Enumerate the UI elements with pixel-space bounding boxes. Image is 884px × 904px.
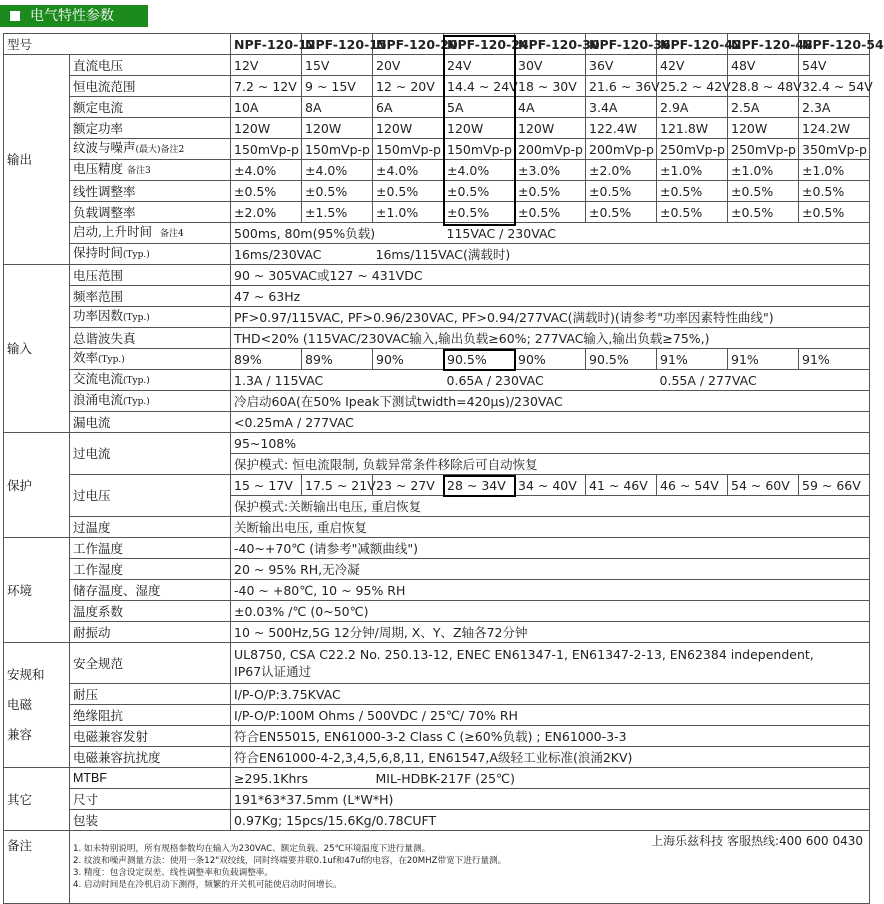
value-cell: 0.55A / 277VAC <box>657 370 870 391</box>
param-name: 储存温度、湿度 <box>70 580 231 601</box>
value-cell: ±0.5% <box>515 202 586 223</box>
category-protection: 保护 <box>4 433 70 538</box>
value-cell: 10A <box>231 97 302 118</box>
param-name: 过电压 <box>70 475 231 517</box>
value-cell: 90 ~ 305VAC或127 ~ 431VDC <box>231 265 870 286</box>
value-cell: 20V <box>373 55 444 76</box>
notes-cell <box>70 831 870 904</box>
model-name: NPF-120-36 <box>586 34 657 55</box>
param-name: 耐振动 <box>70 622 231 643</box>
value-cell: ±0.5% <box>231 181 302 202</box>
value-cell: 1.3A / 115VAC <box>231 370 444 391</box>
value-cell: 0.97Kg; 15pcs/15.6Kg/0.78CUFT <box>231 810 870 831</box>
value-cell: 121.8W <box>657 118 728 139</box>
model-name: NPF-120-30 <box>515 34 586 55</box>
value-cell: 46 ~ 54V <box>657 475 728 496</box>
param-note: 备注4 <box>159 229 184 239</box>
value-cell: 122.4W <box>586 118 657 139</box>
value-cell: 41 ~ 46V <box>586 475 657 496</box>
param-name <box>70 244 231 265</box>
param-label: 电压精度 <box>73 161 124 176</box>
param-name: 安全规范 <box>70 643 231 684</box>
value-cell: 4A <box>515 97 586 118</box>
value-cell: 24V <box>444 55 515 76</box>
output-section <box>4 55 873 265</box>
value-cell: MIL-HDBK-217F (25℃) <box>373 768 870 789</box>
value-cell: I/P-O/P:3.75KVAC <box>231 684 870 705</box>
param-note: (Typ.) <box>123 250 150 260</box>
value-cell: ±0.5% <box>799 181 870 202</box>
value-cell: 8A <box>302 97 373 118</box>
param-name <box>70 391 231 412</box>
spec-table <box>3 33 884 904</box>
value-cell: 冷启动60A(在50% Ipeak下测试twidth=420µs)/230VAC <box>231 391 870 412</box>
param-name: 耐压 <box>70 684 231 705</box>
model-name: NPF-120-12 <box>231 34 302 55</box>
value-cell: 120W <box>302 118 373 139</box>
category-other: 其它 <box>4 768 70 831</box>
protection-section <box>4 433 870 538</box>
value-cell: ±0.5% <box>444 181 515 202</box>
value-cell: THD<20% (115VAC/230VAC输入,输出负载≥60%; 277VAC输入,输出负载≥75%,) <box>231 328 870 349</box>
param-name: 电磁兼容抗扰度 <box>70 747 231 768</box>
value-cell: ±4.0% <box>231 160 302 181</box>
value-cell: 2.5A <box>728 97 799 118</box>
value-cell: ±0.5% <box>444 202 515 223</box>
param-name: 过电流 <box>70 433 231 475</box>
value-cell: ±1.0% <box>728 160 799 181</box>
value-cell: 7.2 ~ 12V <box>231 76 302 97</box>
param-note: (Typ.) <box>123 313 150 323</box>
value-cell: 保护模式:关断输出电压, 重启恢复 <box>231 496 870 517</box>
value-cell: 47 ~ 63Hz <box>231 286 870 307</box>
value-cell: 符合EN61000-4-2,3,4,5,6,8,11, EN61547,A级轻工业标准(浪涌2KV) <box>231 747 870 768</box>
param-name: 过温度 <box>70 517 231 538</box>
param-label: 效率 <box>73 350 99 365</box>
value-cell: 关断输出电压, 重启恢复 <box>231 517 870 538</box>
value-cell: I/P-O/P:100M Ohms / 500VDC / 25℃/ 70% RH <box>231 705 870 726</box>
model-row <box>4 34 870 55</box>
value-cell: ±3.0% <box>515 160 586 181</box>
notes-row <box>4 831 870 904</box>
value-cell: ±0.5% <box>302 181 373 202</box>
value-cell: 15V <box>302 55 373 76</box>
value-cell: 115VAC / 230VAC <box>444 223 870 244</box>
value-cell: 0.65A / 230VAC <box>444 370 657 391</box>
value-cell: -40 ~ +80℃, 10 ~ 95% RH <box>231 580 870 601</box>
value-cell: 54 ~ 60V <box>728 475 799 496</box>
value-cell: 3.4A <box>586 97 657 118</box>
value-cell: ±4.0% <box>373 160 444 181</box>
param-note: (最大)备注2 <box>135 145 185 155</box>
value-cell: ±1.0% <box>799 160 870 181</box>
model-name: NPF-120-20 <box>373 34 444 55</box>
param-name: 频率范围 <box>70 286 231 307</box>
value-cell: 90.5% <box>444 349 515 370</box>
param-name: MTBF <box>70 768 231 789</box>
value-cell: 120W <box>373 118 444 139</box>
value-cell: 250mVp-p <box>728 139 799 160</box>
value-cell: 124.2W <box>799 118 870 139</box>
value-cell: 12V <box>231 55 302 76</box>
param-name: 电压范围 <box>70 265 231 286</box>
value-cell: 15 ~ 17V <box>231 475 302 496</box>
param-name: 工作温度 <box>70 538 231 559</box>
category-environment: 环境 <box>4 538 70 643</box>
value-cell: 5A <box>444 97 515 118</box>
param-name <box>70 139 231 160</box>
value-cell: -40~+70℃ (请参考"减额曲线") <box>231 538 870 559</box>
note-line: 2. 纹波和噪声测量方法：使用一条12"双绞线，同时终端要并联0.1uf和47uf的电容，在20MHZ带宽下进行量测。 <box>73 856 507 866</box>
value-cell: <0.25mA / 277VAC <box>231 412 870 433</box>
value-cell: ±0.5% <box>657 202 728 223</box>
param-name <box>70 349 231 370</box>
param-name: 绝缘阻抗 <box>70 705 231 726</box>
value-cell: ±0.5% <box>657 181 728 202</box>
environment-section <box>4 538 870 643</box>
value-cell: 90.5% <box>586 349 657 370</box>
value-cell: ±0.5% <box>515 181 586 202</box>
value-cell: 6A <box>373 97 444 118</box>
value-cell: ±1.5% <box>302 202 373 223</box>
value-cell: 18 ~ 30V <box>515 76 586 97</box>
value-cell: ±1.0% <box>373 202 444 223</box>
value-cell: ±0.5% <box>586 202 657 223</box>
value-cell: 120W <box>728 118 799 139</box>
value-cell: 91% <box>657 349 728 370</box>
value-cell: ±4.0% <box>444 160 515 181</box>
value-cell: ±0.5% <box>728 181 799 202</box>
param-name <box>70 370 231 391</box>
value-cell: 150mVp-p <box>444 139 515 160</box>
value-cell: 2.9A <box>657 97 728 118</box>
value-cell: 200mVp-p <box>586 139 657 160</box>
square-icon <box>10 11 20 21</box>
param-name <box>70 223 231 244</box>
param-name: 尺寸 <box>70 789 231 810</box>
param-name: 工作湿度 <box>70 559 231 580</box>
value-cell: ±0.5% <box>728 202 799 223</box>
value-cell: 91% <box>799 349 870 370</box>
value-cell: 150mVp-p <box>373 139 444 160</box>
safety-line: UL8750, CSA C22.2 No. 250.13-12, ENEC EN61347-1, EN61347-2-13, EN62384 independent, <box>234 647 814 662</box>
value-cell: 48V <box>728 55 799 76</box>
value-cell: 20 ~ 95% RH,无冷凝 <box>231 559 870 580</box>
value-cell: 500ms, 80m(95%负载) <box>231 223 444 244</box>
param-name: 漏电流 <box>70 412 231 433</box>
value-cell: ±0.5% <box>586 181 657 202</box>
other-section <box>4 768 870 831</box>
value-cell: 42V <box>657 55 728 76</box>
value-cell: 91% <box>728 349 799 370</box>
value-cell: ±0.5% <box>373 181 444 202</box>
model-name: NPF-120-15 <box>302 34 373 55</box>
value-cell: 59 ~ 66V <box>799 475 870 496</box>
value-cell: 120W <box>231 118 302 139</box>
value-cell: ≥295.1Khrs <box>231 768 373 789</box>
value-cell: 89% <box>302 349 373 370</box>
note-line: 1. 如未特别说明，所有规格参数均在输入为230VAC、额定负载、25℃环境温度下进行量测。 <box>73 844 431 854</box>
value-cell: 90% <box>373 349 444 370</box>
section-header <box>0 5 148 27</box>
value-cell: 28 ~ 34V <box>444 475 515 496</box>
param-note: (Typ.) <box>123 397 150 407</box>
value-cell: 28.8 ~ 48V <box>728 76 799 97</box>
param-name: 负载调整率 <box>70 202 231 223</box>
value-cell: 54V <box>799 55 870 76</box>
value-cell: ±0.5% <box>799 202 870 223</box>
value-cell: ±2.0% <box>586 160 657 181</box>
param-name: 额定功率 <box>70 118 231 139</box>
category-input: 输入 <box>4 265 70 433</box>
value-cell: 30V <box>515 55 586 76</box>
value-cell: 350mVp-p <box>799 139 870 160</box>
value-cell: 89% <box>231 349 302 370</box>
param-label: 交流电流 <box>73 371 124 386</box>
param-name <box>70 160 231 181</box>
param-name: 温度系数 <box>70 601 231 622</box>
param-label: 启动,上升时间 <box>73 224 152 239</box>
value-cell: 200mVp-p <box>515 139 586 160</box>
note-line: 4. 启动时间是在冷机启动下测得，频繁的开关机可能使启动时间增长。 <box>73 880 342 890</box>
param-label: 纹波与噪声 <box>73 140 136 155</box>
value-cell: 25.2 ~ 42V <box>657 76 728 97</box>
value-cell: 21.6 ~ 36V <box>586 76 657 97</box>
value-cell: 34 ~ 40V <box>515 475 586 496</box>
value-cell: 150mVp-p <box>231 139 302 160</box>
value-cell: 2.3A <box>799 97 870 118</box>
param-label: 保持时间 <box>73 245 124 260</box>
value-cell: 9 ~ 15V <box>302 76 373 97</box>
model-name: NPF-120-48 <box>728 34 799 55</box>
value-cell <box>231 643 870 684</box>
param-name: 总谐波失真 <box>70 328 231 349</box>
param-label: 浪涌电流 <box>73 392 124 407</box>
value-cell: 符合EN55015, EN61000-3-2 Class C (≥60%负载) ; EN61000-3-3 <box>231 726 870 747</box>
value-cell: 保护模式: 恒电流限制, 负载异常条件移除后可自动恢复 <box>231 454 870 475</box>
value-cell: 32.4 ~ 54V <box>799 76 870 97</box>
category-label: 电磁 <box>7 697 33 712</box>
value-cell: 120W <box>515 118 586 139</box>
note-line: 3. 精度：包含设定误差、线性调整率和负载调整率。 <box>73 868 273 878</box>
safety-section <box>4 643 870 768</box>
value-cell: ±0.03% /℃ (0~50℃) <box>231 601 870 622</box>
model-name: NPF-120-54 <box>799 34 870 55</box>
value-cell: ±2.0% <box>231 202 302 223</box>
value-cell: 17.5 ~ 21V <box>302 475 373 496</box>
param-name: 额定电流 <box>70 97 231 118</box>
value-cell: 120W <box>444 118 515 139</box>
param-name: 线性调整率 <box>70 181 231 202</box>
param-label: 功率因数 <box>73 308 124 323</box>
value-cell: ±4.0% <box>302 160 373 181</box>
value-cell: 12 ~ 20V <box>373 76 444 97</box>
param-name: 电磁兼容发射 <box>70 726 231 747</box>
value-cell: ±1.0% <box>657 160 728 181</box>
value-cell: 36V <box>586 55 657 76</box>
company-hotline: 上海乐兹科技 客服热线:400 600 0430 <box>651 834 864 848</box>
value-cell: 90% <box>515 349 586 370</box>
value-cell: 10 ~ 500Hz,5G 12分钟/周期, X、Y、Z轴各72分钟 <box>231 622 870 643</box>
category-label: 兼容 <box>7 727 33 742</box>
model-name: NPF-120-42 <box>657 34 728 55</box>
param-note: (Typ.) <box>98 355 125 365</box>
value-cell: 250mVp-p <box>657 139 728 160</box>
value-cell: 14.4 ~ 24V <box>444 76 515 97</box>
param-name: 直流电压 <box>70 55 231 76</box>
category-safety <box>4 643 70 768</box>
param-name: 包装 <box>70 810 231 831</box>
input-section <box>4 265 870 433</box>
value-cell: 95~108% <box>231 433 870 454</box>
section-title: 电气特性参数 <box>30 8 114 24</box>
param-name: 恒电流范围 <box>70 76 231 97</box>
category-output: 输出 <box>4 55 70 265</box>
param-note: (Typ.) <box>123 376 150 386</box>
category-label: 安规和 <box>7 667 45 682</box>
category-notes: 备注 <box>4 831 70 904</box>
type-label: 型号 <box>4 34 231 55</box>
value-cell: PF>0.97/115VAC, PF>0.96/230VAC, PF>0.94/277VAC(满载时)(请参考"功率因素特性曲线") <box>231 307 870 328</box>
value-cell: 150mVp-p <box>302 139 373 160</box>
param-name <box>70 307 231 328</box>
value-cell: 191*63*37.5mm (L*W*H) <box>231 789 870 810</box>
safety-line: IP67认证通过 <box>234 664 312 679</box>
value-cell: 16ms/230VAC <box>231 244 373 265</box>
param-note: 备注3 <box>127 166 151 176</box>
model-name: NPF-120-24 <box>444 34 515 55</box>
value-cell: 16ms/115VAC(满载时) <box>373 244 870 265</box>
value-cell: 23 ~ 27V <box>373 475 444 496</box>
